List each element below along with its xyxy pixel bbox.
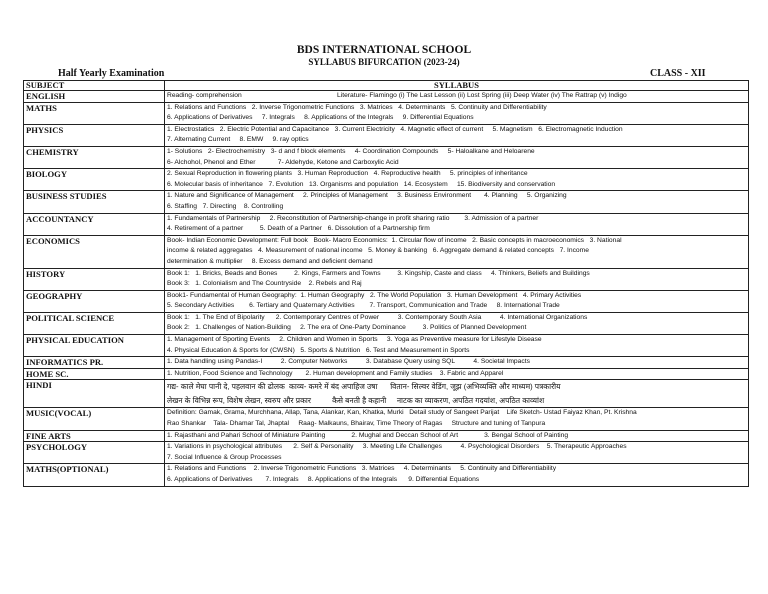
subject-cell: PHYSICAL EDUCATION xyxy=(24,335,165,357)
column-header-syllabus: SYLLABUS xyxy=(165,81,749,91)
syllabus-line: लेखन के विभिन्न रूप, विशेष लेखन, स्वरुप और प्रकार कैसे बनती है कहानी नाटक का व्याकरण, अपठित गदयांश, अपठित काव्यांश xyxy=(167,395,545,405)
exam-title: Half Yearly Examination xyxy=(58,68,165,79)
subject-cell: ENGLISH xyxy=(24,91,165,103)
subject-cell: ECONOMICS xyxy=(24,235,165,268)
syllabus-cell xyxy=(165,464,749,486)
table-row xyxy=(24,335,749,357)
syllabus-line: 6. Molecular basis of inheritance 7. Evolution 13. Organisms and population 14. Ecosystem 15. Biodiversity and conservation xyxy=(167,180,556,188)
table-row xyxy=(24,430,749,442)
syllabus-cell xyxy=(165,442,749,464)
syllabus-cell xyxy=(165,357,749,369)
syllabus-line: 1. Management of Sporting Events 2. Children and Women in Sports 3. Yoga as Preventive measure for Lifestyle Disease xyxy=(167,336,542,344)
syllabus-cell xyxy=(165,102,749,124)
subject-cell: MATHS(OPTIONAL) xyxy=(24,464,165,486)
syllabus-line: 5. Secondary Activities 6. Tertiary and Quaternary Activities 7. Transport, Communication and Trade 8. International Trade xyxy=(167,302,560,310)
syllabus-line: 4. Retirement of a partner 5. Death of a Partner 6. Dissolution of a Partnership firm xyxy=(167,225,430,233)
school-name: BDS INTERNATIONAL SCHOOL xyxy=(296,44,472,56)
subject-cell: PSYCHOLOGY xyxy=(24,442,165,464)
syllabus-line: 7. Social Influence & Group Processes xyxy=(167,453,282,461)
syllabus-line: 6. Staffing 7. Directing 8. Controlling xyxy=(167,202,284,210)
syllabus-cell xyxy=(165,146,749,168)
syllabus-line: 7. Alternating Current 8. EMW 9. ray optics xyxy=(167,136,309,144)
table-row xyxy=(24,213,749,235)
table-row xyxy=(24,146,749,168)
syllabus-line: Rao Shankar Tala- Dhamar Tal, Jhaptal Raag- Malkauns, Bhairav, Time Theory of Ragas Structure and tuning of Tanpura xyxy=(167,420,546,428)
table-row xyxy=(24,169,749,191)
syllabus-line: 4. Physical Education & Sports for (CWSN) 5. Sports & Nutrition 6. Test and Measurement in Sports xyxy=(167,346,470,354)
subject-cell: PHYSICS xyxy=(24,124,165,146)
subject-cell: FINE ARTS xyxy=(24,430,165,442)
table-row xyxy=(24,464,749,486)
syllabus-line: determination & multiplier 8. Excess demand and deficient demand xyxy=(167,257,373,265)
syllabus-cell xyxy=(165,169,749,191)
table-row-hindi xyxy=(24,380,749,408)
syllabus-cell xyxy=(165,268,749,290)
syllabus-line: income & related aggregates 4. Measurement of national income 5. Money & banking 6. Aggregate demand & related concepts 7. Income xyxy=(167,247,589,255)
syllabus-line: Book1- Fundamental of Human Geography: 1. Human Geography 2. The World Population 3. Human Development 4. Primary Activities xyxy=(167,291,582,299)
subject-cell: HOME SC. xyxy=(24,368,165,380)
syllabus-line: 6- Alchohol, Phenol and Ether 7- Aldehyde, Ketone and Carboxylic Acid xyxy=(167,158,399,166)
syllabus-line: 1. Electrostatics 2. Electric Potential and Capacitance 3. Current Electricity 4. Magnetic effect of current 5. Magnetism 6. Electromagnetic Induction xyxy=(167,125,623,133)
syllabus-cell xyxy=(165,312,749,334)
table-row xyxy=(24,124,749,146)
english-literature-column xyxy=(337,91,746,102)
syllabus-line: 6. Applications of Derivatives 7. Integrals 8. Applications of the Integrals 9. Differential Equations xyxy=(167,114,474,122)
subject-cell: BUSINESS STUDIES xyxy=(24,191,165,213)
table-row xyxy=(24,235,749,268)
syllabus-cell xyxy=(165,430,749,442)
table-row xyxy=(24,312,749,334)
document-subtitle: SYLLABUS BIFURCATION (2023-24) xyxy=(308,57,460,67)
syllabus-cell xyxy=(165,408,749,430)
syllabus-line: Book- Indian Economic Development: Full book Book- Macro Economics: 1. Circular flow of income 2. Basic concepts in macroeconomics 3. National xyxy=(167,236,622,244)
syllabus-line: 1. Variations in psychological attributes 2. Self & Personality 3. Meeting Life Challenges 4. Psychological Disorders 5. Therapeutic Approaches xyxy=(167,443,627,451)
syllabus-line: 1. Nutrition, Food Science and Technology 2. Human development and Family studies 3. Fabric and Apparel xyxy=(167,369,504,377)
syllabus-line: 1. Nature and Significance of Management 2. Principles of Management 3. Business Environment 4. Planning 5. Organizing xyxy=(167,192,567,200)
table-row xyxy=(24,102,749,124)
subject-cell: HISTORY xyxy=(24,268,165,290)
class-label: CLASS - XII xyxy=(650,68,706,79)
syllabus-line: Book 1: 1. Bricks, Beads and Bones 2. Kings, Farmers and Towns 3. Kingship, Caste and class 4. Thinkers, Beliefs and Buildings xyxy=(167,269,590,277)
column-header-subject: SUBJECT xyxy=(24,81,165,91)
syllabus-line: Reading- comprehension xyxy=(167,92,242,99)
table-row xyxy=(24,442,749,464)
table-row xyxy=(24,268,749,290)
syllabus-cell xyxy=(165,235,749,268)
syllabus-line: 1. Relations and Functions 2. Inverse Trigonometric Functions 3. Matrices 4. Determinants 5. Continuity and Differentiability xyxy=(167,465,557,473)
syllabus-line: Book 3: 1. Colonialism and The Countryside 2. Rebels and Raj xyxy=(167,280,362,288)
syllabus-line: 1. Relations and Functions 2. Inverse Trigonometric Functions 3. Matrices 4. Determinants 5. Continuity and Differentiability xyxy=(167,103,547,111)
table-header-row xyxy=(24,81,749,91)
syllabus-cell xyxy=(165,368,749,380)
syllabus-line: Book 1: 1. The End of Bipolarity 2. Contemporary Centres of Power 3. Contemporary South Asia 4. International Organizations xyxy=(167,313,588,321)
syllabus-line: Definition: Gamak, Grama, Murchhana, Allap, Tana, Alankar, Kan, Khatka, Murki Detail study of Sangeet Parijat Life Sketch- Ustad Faiyaz Khan, Pt. Krishna xyxy=(167,409,637,417)
subject-cell: MATHS xyxy=(24,102,165,124)
syllabus-cell xyxy=(165,213,749,235)
syllabus-line: 1. Data handling using Pandas-I 2. Computer Networks 3. Database Query using SQL 4. Societal Impacts xyxy=(167,358,530,366)
syllabus-cell xyxy=(165,335,749,357)
syllabus-cell xyxy=(165,290,749,312)
table-row-english xyxy=(24,91,749,103)
subject-cell: POLITICAL SCIENCE xyxy=(24,312,165,334)
subject-cell: MUSIC(VOCAL) xyxy=(24,408,165,430)
subject-cell: HINDI xyxy=(24,380,165,408)
table-row xyxy=(24,191,749,213)
syllabus-cell xyxy=(165,124,749,146)
syllabus-cell xyxy=(165,91,749,103)
syllabus-line: 1- Solutions 2- Electrochemistry 3- d and f block elements 4- Coordination Compounds 5- Haloalkane and Heloarene xyxy=(167,147,535,155)
table-row xyxy=(24,290,749,312)
english-writing-column xyxy=(167,91,337,102)
syllabus-line: 1. Rajasthani and Pahari School of Miniature Painting 2. Mughal and Deccan School of Art 3. Bengal School of Painting xyxy=(167,431,569,439)
table-row xyxy=(24,357,749,369)
table-row xyxy=(24,408,749,430)
syllabus-cell xyxy=(165,380,749,408)
syllabus-line: 2. Sexual Reproduction in flowering plants 3. Human Reproduction 4. Reproductive health 5. principles of inheritance xyxy=(167,170,528,178)
syllabus-line: गद्य- काले मेघा पानी दे, पहलवान की ढोलक काव्य- कमरे में बंद अपाहिज उषा वितान- सिल्वर वेडिंग, जूझ (अभिव्यक्ति और माध्यम) पत्रकारीय xyxy=(167,382,561,392)
table-row xyxy=(24,368,749,380)
subject-cell: INFORMATICS PR. xyxy=(24,357,165,369)
syllabus-line: Book 2: 1. Challenges of Nation-Building 2. The era of One-Party Dominance 3. Politics of Planned Development xyxy=(167,324,527,332)
subject-cell: CHEMISTRY xyxy=(24,146,165,168)
subject-cell: BIOLOGY xyxy=(24,169,165,191)
syllabus-line: Literature- Flamingo (i) The Last Lesson (ii) Lost Spring (iii) Deep Water (iv) The Rattrap (v) Indigo xyxy=(337,92,627,99)
syllabus-line: 6. Applications of Derivatives 7. Integrals 8. Applications of the Integrals 9. Differential Equations xyxy=(167,476,480,483)
syllabus-line: 1. Fundamentals of Partnership 2. Reconstitution of Partnership-change in profit sharing ratio 3. Admission of a partner xyxy=(167,214,539,222)
syllabus-table xyxy=(23,80,749,487)
subject-cell: GEOGRAPHY xyxy=(24,290,165,312)
subject-cell: ACCOUNTANCY xyxy=(24,213,165,235)
syllabus-cell xyxy=(165,191,749,213)
